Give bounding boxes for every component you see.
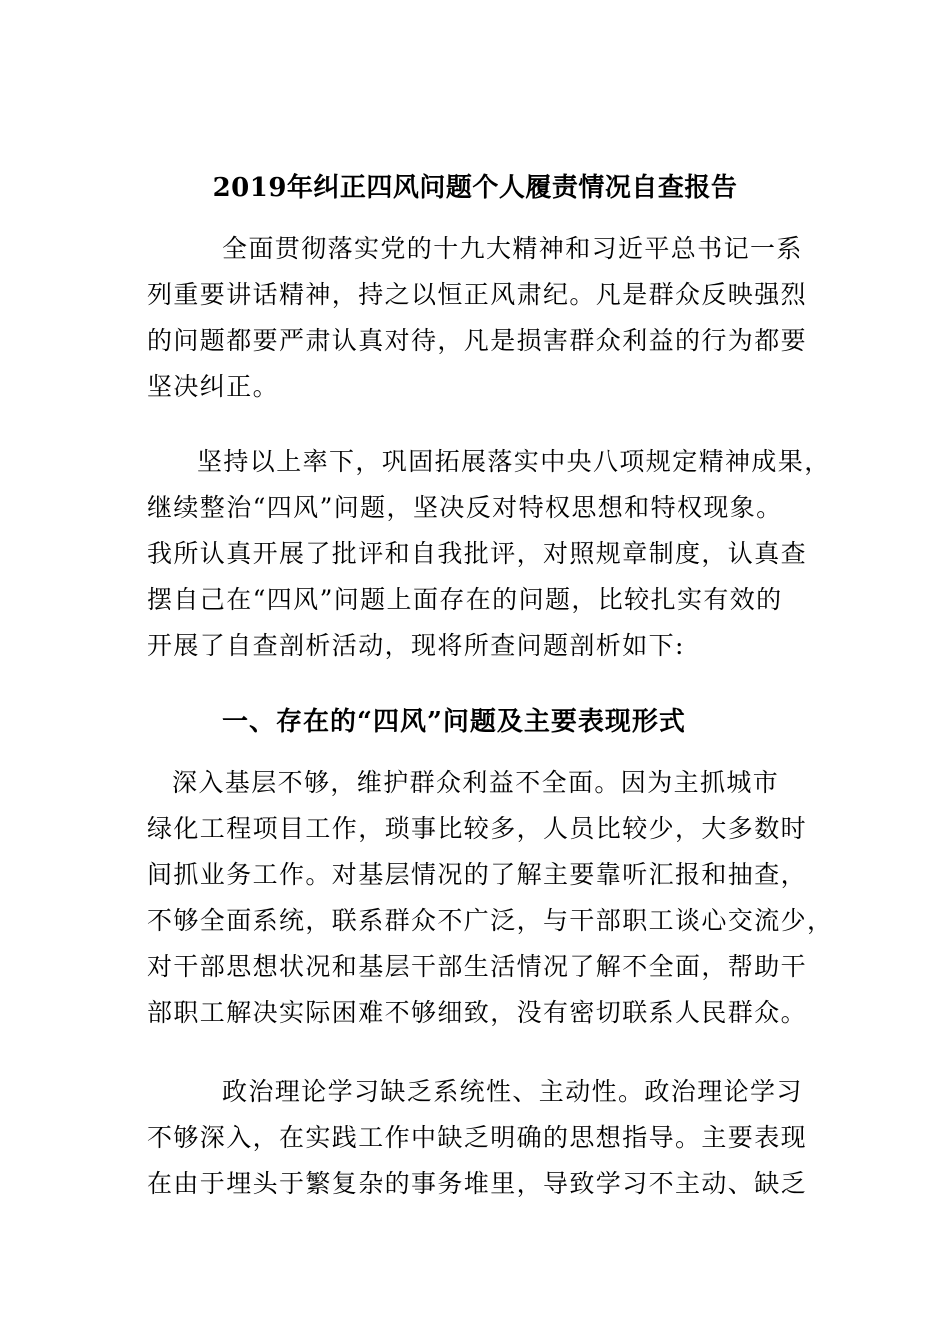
paragraph-line: 坚决纠正。 (147, 372, 280, 401)
paragraph-line: 部职工解决实际困难不够细致，没有密切联系人民群众。 (147, 998, 808, 1027)
paragraph-theory-study (147, 1069, 808, 1207)
paragraph-line: 摆自己在“四风”问题上面存在的问题，比较扎实有效的 (147, 585, 783, 614)
paragraph-grassroots (147, 760, 834, 1036)
paragraph-line: 的问题都要严肃认真对待，凡是损害群众利益的行为都要 (147, 326, 808, 355)
paragraph-line: 间抓业务工作。对基层情况的了解主要靠听汇报和抽查， (147, 860, 808, 889)
paragraph-line: 列重要讲话精神，持之以恒正风肃纪。凡是群众反映强烈 (147, 280, 808, 309)
paragraph-line: 我所认真开展了批评和自我批评，对照规章制度，认真查 (147, 539, 808, 568)
paragraph-line: 继续整治“四风”问题，坚决反对特权思想和特权现象。 (147, 493, 783, 522)
paragraph-line: 绿化工程项目工作，琐事比较多，人员比较少，大多数时 (147, 814, 808, 843)
paragraph-line: 不够全面系统，联系群众不广泛，与干部职工谈心交流少， (147, 906, 834, 935)
section-heading: 一、存在的“四风”问题及主要表现形式 (222, 707, 686, 737)
paragraph-line: 不够深入，在实践工作中缺乏明确的思想指导。主要表现 (147, 1123, 808, 1152)
paragraph-line: 全面贯彻落实党的十九大精神和习近平总书记一系 (222, 234, 803, 263)
paragraph-intro (147, 226, 808, 410)
paragraph-line: 在由于埋头于繁复杂的事务堆里，导致学习不主动、缺乏 (147, 1169, 808, 1198)
paragraph-line: 深入基层不够，维护群众利益不全面。因为主抓城市 (172, 768, 780, 797)
paragraph-line: 对干部思想状况和基层干部生活情况了解不全面，帮助干 (147, 952, 808, 981)
paragraph-line: 政治理论学习缺乏系统性、主动性。政治理论学习 (222, 1077, 803, 1106)
paragraph-line: 坚持以上率下，巩固拓展落实中央八项规定精神成果， (197, 447, 831, 476)
paragraph-overview (147, 439, 831, 669)
document-title: 2019年纠正四风问题个人履责情况自查报告 (212, 173, 738, 203)
paragraph-line: 开展了自查剖析活动，现将所查问题剖析如下: (147, 631, 685, 660)
